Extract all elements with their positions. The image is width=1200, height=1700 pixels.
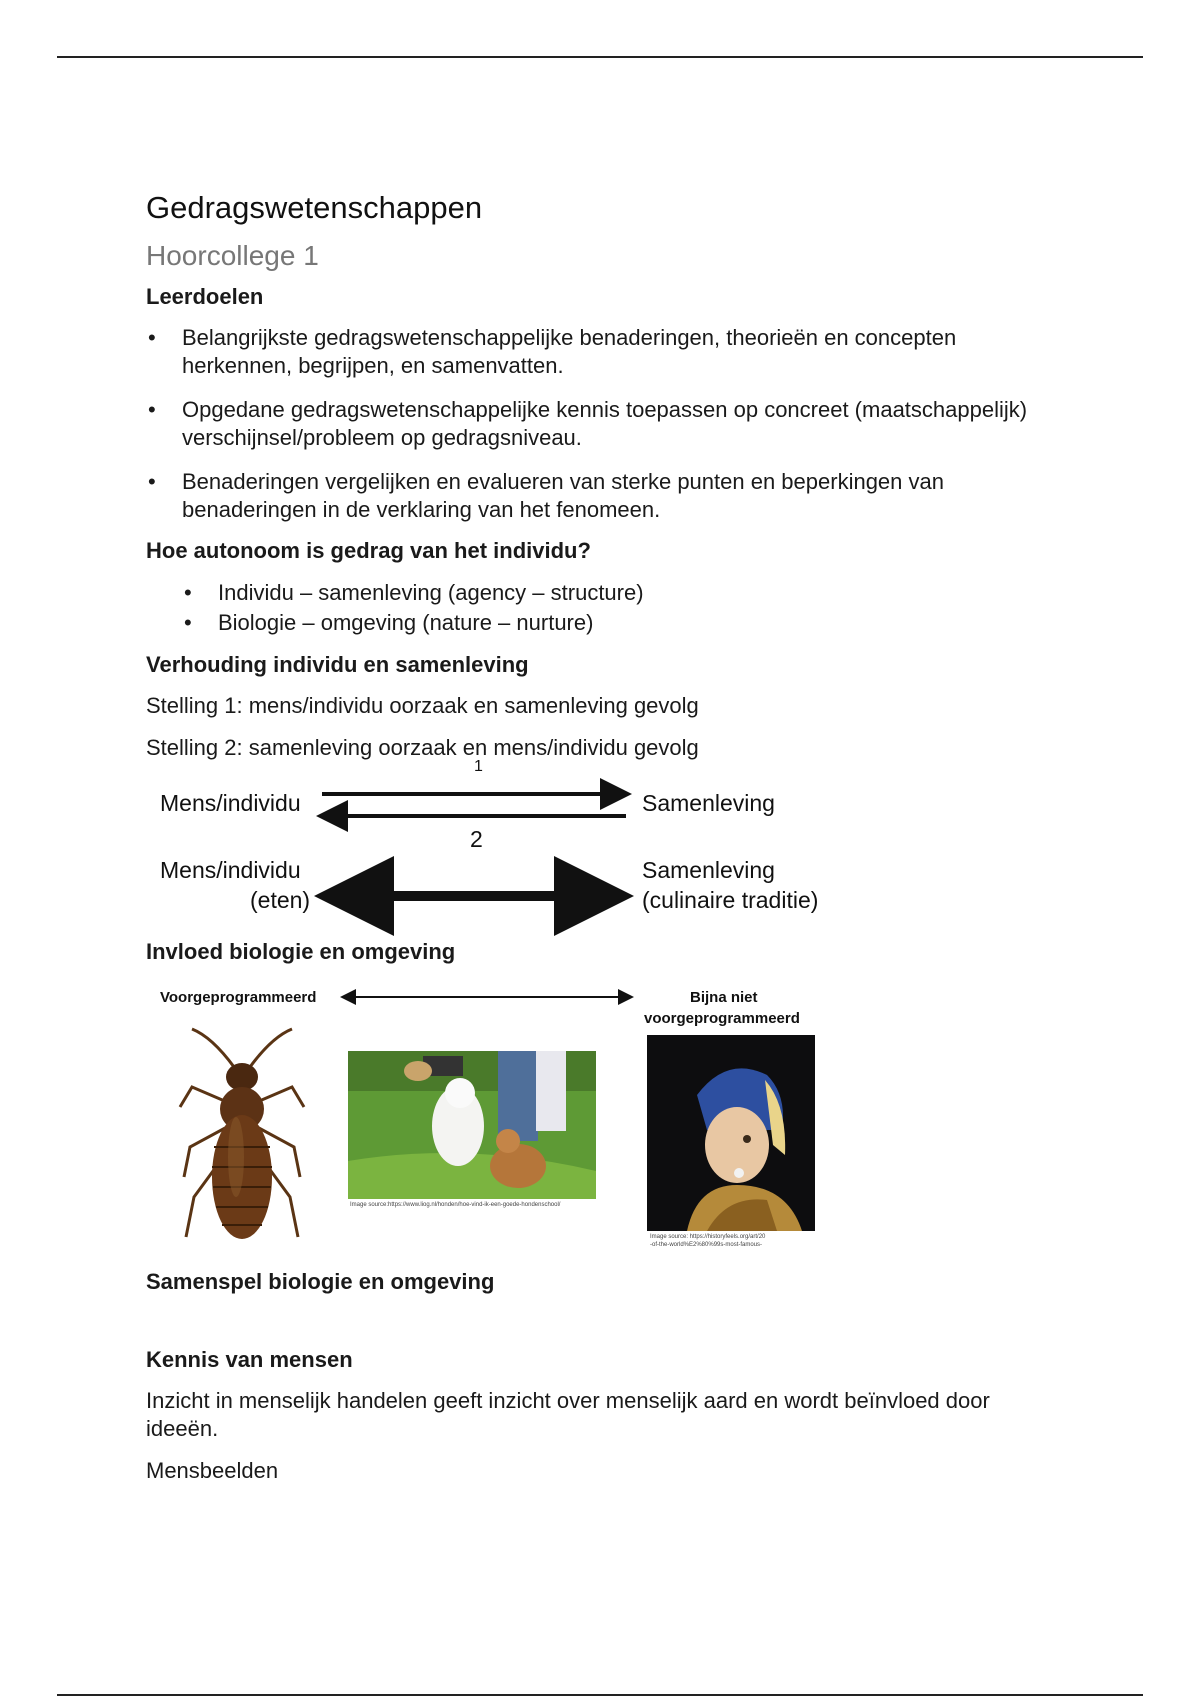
page-title: Gedragswetenschappen	[146, 190, 483, 225]
diagram-right-bottom-2: (culinaire traditie)	[642, 887, 819, 913]
diagram-right-bottom-1: Samenleving	[642, 857, 775, 883]
spectrum-left-label: Voorgeprogrammeerd	[160, 989, 317, 1006]
page-content	[146, 190, 1046, 1485]
list-item: • Biologie – omgeving (nature – nurture)	[146, 608, 1046, 638]
diagram-left-top: Mens/individu	[160, 790, 301, 816]
painting-image	[647, 1035, 815, 1231]
stelling-2: Stelling 2: samenleving oorzaak en mens/individu gevolg	[146, 735, 699, 760]
knowledge-text: Inzicht in menselijk handelen geeft inzicht over menselijk aard en wordt beïnvloed door ideeën.	[146, 1388, 990, 1441]
insect-image	[172, 1027, 312, 1252]
stelling-1: Stelling 1: mens/individu oorzaak en samenleving gevolg	[146, 693, 699, 718]
list-item: • Opgedane gedragswetenschappelijke kennis toepassen op concreet (maatschappelijk) verschijnsel/probleem op gedragsniveau.	[146, 396, 1046, 452]
spectrum-right-label-1: Bijna niet	[690, 989, 758, 1006]
spectrum-right-label-2: voorgeprogrammeerd	[644, 1010, 800, 1027]
page-subtitle: Hoorcollege 1	[146, 240, 319, 271]
dogs-image	[348, 1051, 596, 1199]
knowledge-heading: Kennis van mensen	[146, 1347, 353, 1372]
leerdoelen-list	[146, 324, 1046, 524]
bottom-rule	[57, 1694, 1143, 1696]
dog-image-source: Image source:https://www.liog.nl/honden/hoe-vind-ik-een-goede-hondenschool/	[350, 1202, 561, 1208]
list-item: • Belangrijkste gedragswetenschappelijke benaderingen, theorieën en concepten herkennen, begrijpen, en samenvatten.	[146, 324, 1046, 380]
diagram-arrow-label-1: 1	[474, 758, 483, 775]
relation-diagram	[146, 758, 1046, 939]
autonomy-list	[146, 578, 1046, 638]
diagram-left-bottom-1: Mens/individu	[160, 857, 301, 883]
painting-source-2: -of-the-world%E2%80%99s-most-famous-	[650, 1242, 763, 1248]
mensbeelden-text: Mensbeelden	[146, 1458, 279, 1483]
leerdoelen-heading: Leerdoelen	[146, 284, 264, 309]
influence-heading: Invloed biologie en omgeving	[146, 939, 456, 964]
relation-heading: Verhouding individu en samenleving	[146, 652, 529, 677]
spectrum-figure	[146, 979, 1046, 1269]
top-rule	[57, 56, 1143, 58]
spectrum-arrow	[146, 985, 1046, 1015]
autonomy-heading: Hoe autonoom is gedrag van het individu?	[146, 538, 591, 563]
diagram-arrow-label-2: 2	[470, 826, 483, 852]
diagram-right-top: Samenleving	[642, 790, 775, 816]
diagram-left-bottom-2: (eten)	[250, 887, 311, 913]
painting-source-1: Image source: https://historyfeels.org/art/20	[650, 1234, 766, 1240]
list-item: • Individu – samenleving (agency – structure)	[146, 578, 1046, 608]
interplay-heading: Samenspel biologie en omgeving	[146, 1269, 495, 1294]
list-item: • Benaderingen vergelijken en evalueren van sterke punten en beperkingen van benaderingen in de verklaring van het fenomeen.	[146, 468, 1046, 524]
